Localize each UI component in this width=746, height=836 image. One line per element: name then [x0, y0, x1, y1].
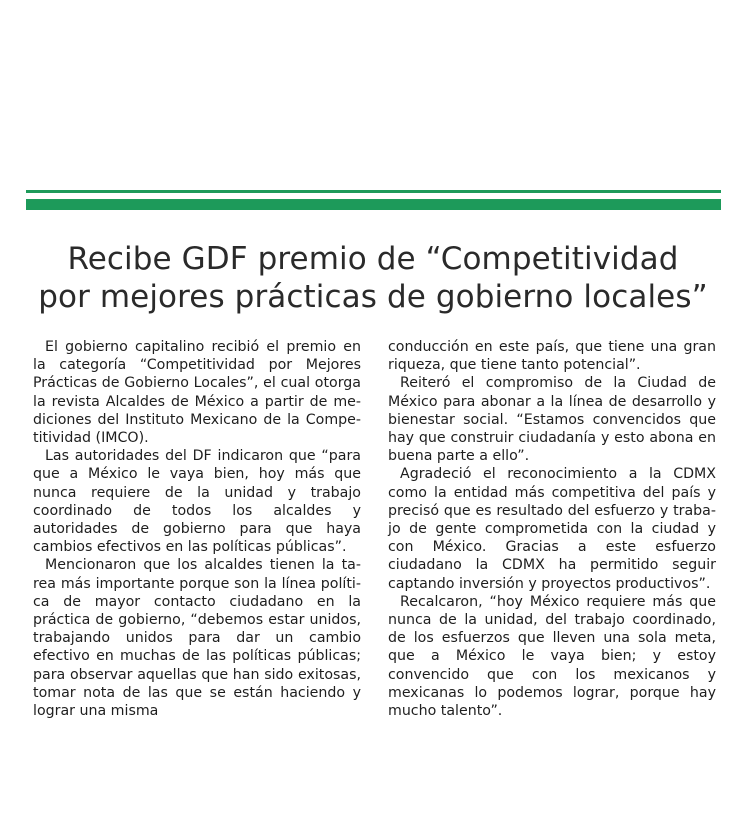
article-column-left — [33, 338, 361, 720]
paragraph: El gobierno capitalino recibió el premio en la categoría “Competitividad por Mejores Prácticas de Gobierno Locales”, el cual otorga la revista Alcaldes de México a partir de mediciones del Instituto Mexicano de la Competitividad (IMCO). — [33, 339, 361, 447]
header-rule-thick — [26, 199, 721, 210]
headline-line-1: Recibe GDF premio de “Competitividad — [67, 241, 679, 277]
paragraph-continued: conducción en este país, que tiene una gran riqueza, que tiene tanto potencial”. — [388, 339, 716, 374]
paragraph: Agradeció el reconocimiento a la CDMX como la entidad más competitiva del país y precisó que es resultado del esfuerzo y trabajo de gente comprometida con la ciudad y con México. Gracias a este esfuerzo ciudadano la CDMX ha permitido seguir captando inversión y proyectos productivos”. — [388, 466, 716, 592]
paragraph: Recalcaron, “hoy México requiere más que nunca de la unidad, del trabajo coordinado, de los esfuerzos que lleven una sola meta, que a México le vaya bien; y estoy convencido que con los mexicanos y mexicanas lo podemos lograr, porque hay mucho talento”. — [388, 593, 716, 720]
article-headline — [20, 240, 726, 316]
paragraph: Las autoridades del DF indicaron que “para que a México le vaya bien, hoy más que nunca requiere de la unidad y trabajo coordinado de todos los alcaldes y autoridades de gobierno para que haya cambios efectivos en las políticas públicas”. — [33, 448, 361, 556]
article-column-right — [388, 338, 716, 720]
paragraph: Mencionaron que los alcaldes tienen la tarea más importante porque son la línea política de mayor contacto ciudadano en la práctica de gobierno, “debemos estar unidos, trabajando unidos para dar un cambio efectivo en muchas de las políticas públicas; para observar aquellas que han sido exitosas, tomar nota de las que se están haciendo y lograr una misma — [33, 557, 361, 720]
headline-line-2: por mejores prácticas de gobierno locales” — [38, 279, 708, 315]
header-rule-thin — [26, 190, 721, 193]
paragraph: Reiteró el compromiso de la Ciudad de México para abonar a la línea de desarrollo y bienestar social. “Estamos convencidos que hay que construir ciudadanía y esto abona en buena parte a ello”. — [388, 375, 716, 465]
